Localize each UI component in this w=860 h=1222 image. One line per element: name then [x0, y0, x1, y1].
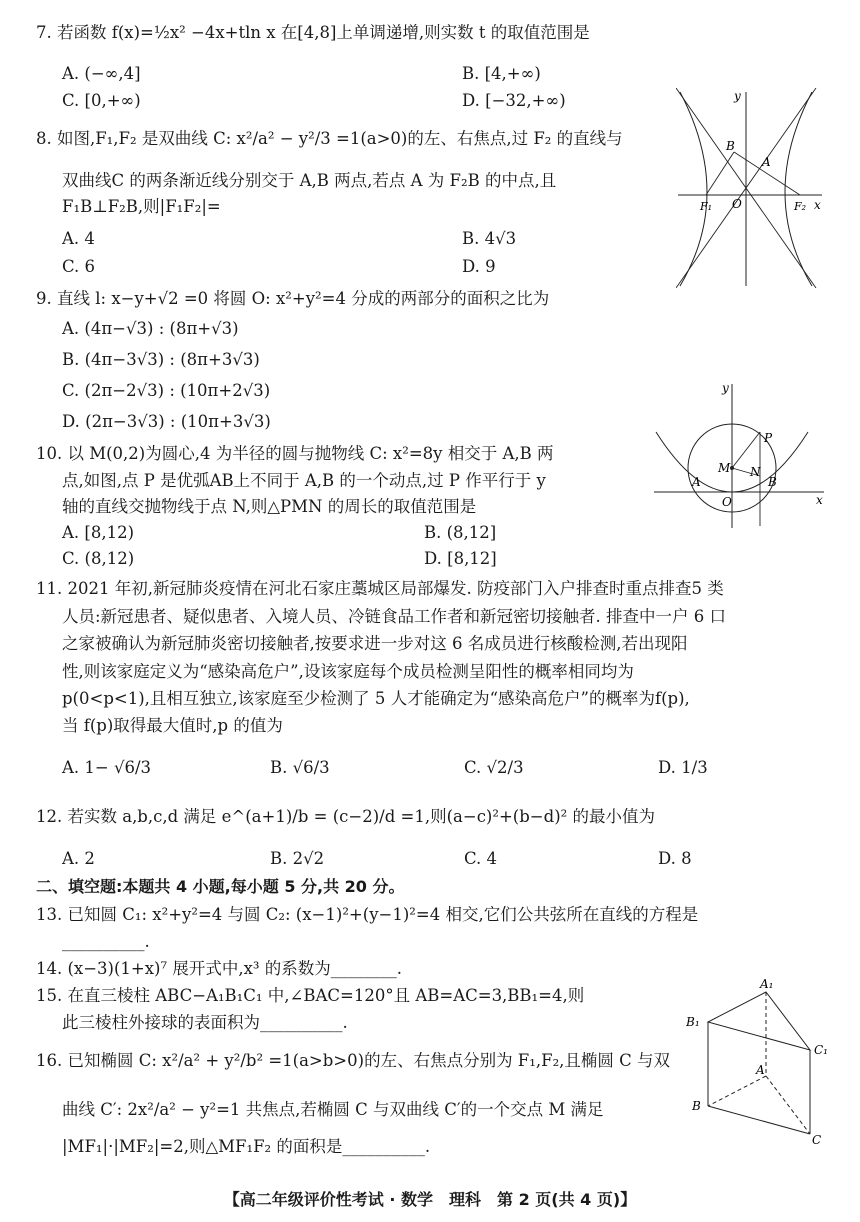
label-f1: F₁ [700, 200, 713, 213]
q11-stem-line1: 11. 2021 年初,新冠肺炎疫情在河北石家庄藁城区局部爆发. 防疫部门入户排查时重点排查5 类 [36, 579, 724, 598]
q12-option-c: C. 4 [464, 849, 498, 868]
q10-option-c: C. (8,12) [62, 549, 135, 568]
q16-stem-line1: 16. 已知椭圆 C: x²/a² + y²/b² =1(a>b>0)的左、右焦点分别为 F₁,F₂,且椭圆 C 与双 [36, 1051, 671, 1070]
label-b: B [726, 139, 735, 153]
q10-option-b: B. (8,12] [424, 523, 497, 542]
top-face [708, 992, 810, 1050]
q9-option-d: D. (2π−3√3) : (10π+3√3) [62, 412, 271, 431]
label-x: x [816, 493, 823, 507]
q14-stem: 14. (x−3)(1+x)⁷ 展开式中,x³ 的系数为________. [36, 959, 403, 978]
q9-option-c: C. (2π−2√3) : (10π+2√3) [62, 381, 271, 400]
label-a1: A₁ [760, 978, 774, 991]
label-y: y [734, 89, 741, 103]
prism-figure [686, 978, 836, 1148]
label-m: M [718, 461, 731, 475]
q7-option-d: D. [−32,+∞) [462, 91, 566, 110]
point-m [730, 466, 734, 470]
hyperbola-figure [676, 88, 826, 288]
q11-stem-line5: p(0<p<1),且相互独立,该家庭至少检测了 5 人才能确定为“感染高危户”的概率为f(p), [62, 689, 690, 708]
label-a: A [692, 475, 701, 489]
q8-option-b: B. 4√3 [462, 229, 517, 248]
q7-stem: 7. 若函数 f(x)=½x² −4x+tln x 在[4,8]上单调递增,则实数 t 的取值范围是 [36, 23, 590, 42]
q11-option-d: D. 1/3 [658, 758, 708, 777]
q16-stem-line2: 曲线 C′: 2x²/a² − y²=1 共焦点,若椭圆 C 与双曲线 C′的一个交点 M 满足 [62, 1100, 604, 1119]
label-o: O [732, 197, 742, 211]
q12-option-b: B. 2√2 [270, 849, 325, 868]
q11-stem-line6: 当 f(p)取得最大值时,p 的值为 [62, 716, 283, 735]
hyperbola-left-branch [680, 92, 707, 286]
q10-stem-line3: 轴的直线交抛物线于点 N,则△PMN 的周长的取值范围是 [62, 497, 477, 516]
q11-option-a: A. 1− √6/3 [62, 758, 152, 777]
edge-ab-hidden [708, 1076, 766, 1106]
circle-parabola-figure [652, 380, 826, 530]
label-f2: F₂ [794, 200, 807, 213]
q10-option-a: A. [8,12) [62, 523, 135, 542]
q15-stem-line2: 此三棱柱外接球的表面积为__________. [62, 1013, 348, 1032]
label-a: A [756, 1063, 765, 1077]
section-2-heading: 二、填空题:本题共 4 小题,每小题 5 分,共 20 分。 [36, 877, 405, 896]
q10-option-d: D. [8,12] [424, 549, 497, 568]
hyperbola-right-branch [785, 92, 812, 286]
label-o: O [722, 495, 732, 509]
q8-stem-line3: F₁B⊥F₂B,则|F₁F₂|= [62, 197, 221, 216]
q9-option-b: B. (4π−3√3) : (8π+3√3) [62, 350, 260, 369]
q11-option-c: C. √2/3 [464, 758, 524, 777]
q12-option-a: A. 2 [62, 849, 95, 868]
q13-stem-line1: 13. 已知圆 C₁: x²+y²=4 与圆 C₂: (x−1)²+(y−1)²=4 相交,它们公共弦所在直线的方程是 [36, 905, 699, 924]
q11-stem-line3: 之家被确认为新冠肺炎密切接触者,按要求进一步对这 6 名成员进行核酸检测,若出现阳 [62, 634, 688, 653]
q12-option-d: D. 8 [658, 849, 692, 868]
q9-option-a: A. (4π−√3) : (8π+√3) [62, 319, 239, 338]
label-c: C [812, 1133, 822, 1147]
q11-stem-line4: 性,则该家庭定义为“感染高危户”,设该家庭每个成员检测呈阳性的概率相同均为 [62, 662, 634, 681]
q8-stem-line1: 8. 如图,F₁,F₂ 是双曲线 C: x²/a² − y²/3 =1(a>0)的左、右焦点,过 F₂ 的直线与 [36, 129, 623, 148]
q8-option-a: A. 4 [62, 229, 95, 248]
q15-stem-line1: 15. 在直三棱柱 ABC−A₁B₁C₁ 中,∠BAC=120°且 AB=AC=3,BB₁=4,则 [36, 986, 585, 1005]
label-p: P [764, 431, 773, 445]
edge-ac-hidden [766, 1076, 810, 1134]
label-n: N [750, 465, 761, 479]
label-y: y [722, 381, 729, 395]
label-x: x [814, 198, 821, 212]
q9-stem: 9. 直线 l: x−y+√2 =0 将圆 O: x²+y²=4 分成的两部分的面积之比为 [36, 289, 550, 308]
q7-option-c: C. [0,+∞) [62, 91, 141, 110]
q10-stem-line1: 10. 以 M(0,2)为圆心,4 为半径的圆与抛物线 C: x²=8y 相交于 A,B 两 [36, 444, 554, 463]
q10-stem-line2: 点,如图,点 P 是优弧AB上不同于 A,B 的一个动点,过 P 作平行于 y [62, 471, 546, 490]
q12-stem: 12. 若实数 a,b,c,d 满足 e^(a+1)/b = (c−2)/d =1,则(a−c)²+(b−d)² 的最小值为 [36, 807, 655, 826]
q11-option-b: B. √6/3 [270, 758, 330, 777]
q7-option-a: A. (−∞,4] [62, 64, 141, 83]
label-c1: C₁ [814, 1043, 828, 1057]
q13-stem-line2: __________. [62, 932, 150, 951]
label-a: A [762, 155, 771, 169]
q8-option-d: D. 9 [462, 257, 496, 276]
page-footer: 【高二年级评价性考试 · 数学 理科 第 2 页(共 4 页)】 [223, 1190, 637, 1209]
q8-option-c: C. 6 [62, 257, 96, 276]
label-b: B [692, 1099, 701, 1113]
q16-stem-line3: |MF₁|·|MF₂|=2,则△MF₁F₂ 的面积是__________. [62, 1137, 431, 1156]
label-b: B [768, 475, 777, 489]
segment-mp [732, 432, 760, 468]
q11-stem-line2: 人员:新冠患者、疑似患者、入境人员、冷链食品工作者和新冠密切接触者. 排查中一户 6 口 [62, 607, 727, 626]
q7-option-b: B. [4,+∞) [462, 64, 541, 83]
edge-bc [708, 1106, 810, 1134]
q8-stem-line2: 双曲线C 的两条渐近线分别交于 A,B 两点,若点 A 为 F₂B 的中点,且 [62, 171, 557, 190]
label-b1: B₁ [686, 1015, 700, 1029]
line-f1-b [706, 152, 734, 195]
